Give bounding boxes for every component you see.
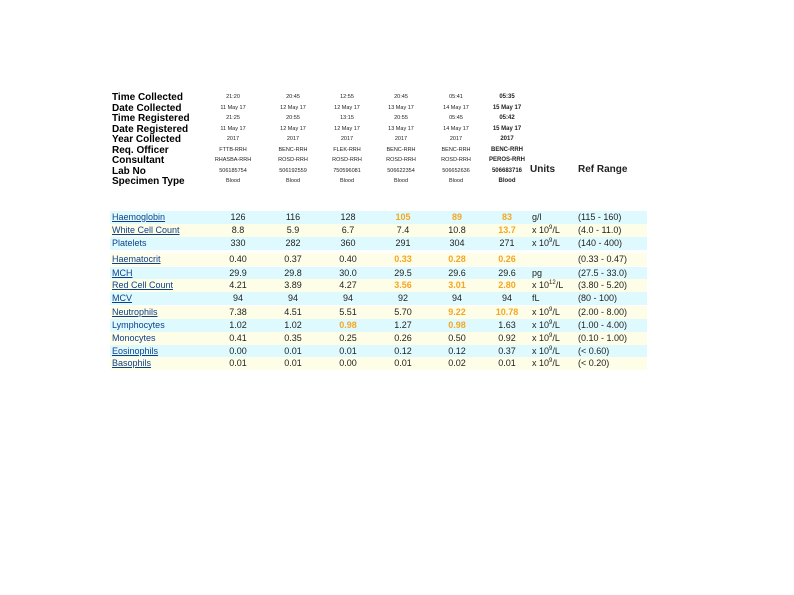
reference-range: (< 0.20)	[578, 358, 610, 368]
unit-suffix: /L	[552, 346, 560, 356]
header-value: 2017	[340, 136, 354, 142]
header-value: 21:25	[226, 115, 240, 121]
result-row	[110, 224, 647, 237]
test-name-link[interactable]: Platelets	[112, 238, 147, 248]
header-label: Year Collected	[112, 134, 181, 145]
result-value: 94	[232, 293, 243, 303]
result-row	[110, 306, 647, 319]
test-name-link[interactable]: White Cell Count	[112, 225, 180, 235]
header-value: ROSD-RRH	[278, 157, 308, 163]
header-value: 506192559	[279, 167, 307, 174]
header-value: 11 May 17	[220, 125, 246, 132]
result-value: 360	[340, 238, 356, 248]
unit-exponent: 12	[549, 280, 556, 286]
result-value: 29.8	[284, 268, 302, 278]
header-value: 506622354	[387, 167, 415, 174]
test-name-link[interactable]: Lymphocytes	[112, 320, 165, 330]
result-value: 0.35	[284, 333, 302, 343]
result-value: 30.0	[339, 268, 357, 278]
result-value: 0.01	[229, 358, 247, 368]
header-value: 506683716	[491, 167, 523, 174]
header-value: Blood	[498, 178, 516, 184]
header-value: BENC-RRH	[491, 146, 523, 153]
header-value: 20:55	[286, 115, 300, 121]
result-row	[110, 279, 647, 292]
header-value: FLEK-RRH	[333, 146, 361, 153]
header-value: 20:45	[394, 94, 408, 100]
header-label: Time Registered	[112, 113, 190, 124]
result-value: 29.9	[229, 268, 247, 278]
result-value: 92	[397, 293, 408, 303]
header-value: 21:20	[226, 94, 240, 100]
header-value: 05:45	[449, 115, 463, 121]
header-value: 12 May 17	[280, 104, 306, 111]
flagged-result-value: 105	[395, 212, 411, 222]
test-name-link[interactable]: Haemoglobin	[112, 212, 166, 222]
result-value: 1.02	[284, 320, 302, 330]
header-value: Blood	[393, 178, 409, 184]
result-value: 271	[499, 238, 515, 248]
unit-base: x 10	[532, 307, 550, 317]
header-value: Blood	[225, 178, 241, 184]
result-value: 0.01	[284, 346, 302, 356]
result-value: 4.27	[339, 280, 357, 290]
header-value: 05:35	[499, 94, 515, 100]
result-value: 0.01	[394, 358, 412, 368]
header-value: Blood	[339, 178, 355, 184]
header-value: 11 May 17	[220, 104, 246, 111]
result-value: 291	[395, 238, 411, 248]
result-value: 1.27	[394, 320, 412, 330]
unit-exponent: 9	[549, 358, 553, 364]
result-value: 1.02	[229, 320, 247, 330]
result-value: 0.01	[284, 358, 302, 368]
flagged-result-value: 89	[451, 212, 462, 222]
header-value: 12 May 17	[280, 125, 306, 132]
result-value: 0.37	[284, 254, 302, 264]
test-name-link[interactable]: Monocytes	[112, 333, 156, 343]
unit	[532, 224, 560, 237]
unit-base: x 10	[532, 320, 550, 330]
header-label: Consultant	[112, 155, 165, 166]
result-value: 0.50	[448, 333, 466, 343]
result-value: 10.8	[448, 225, 466, 235]
header-value: 750596081	[333, 167, 361, 174]
header-value: 506185754	[219, 167, 247, 174]
header-label: Time Collected	[112, 92, 183, 103]
test-name-link[interactable]: Neutrophils	[112, 307, 158, 317]
unit-base: x 10	[532, 280, 550, 290]
header-value: 14 May 17	[443, 125, 469, 132]
result-value: 5.51	[339, 307, 357, 317]
result-value: 29.6	[498, 268, 516, 278]
test-name-link[interactable]: MCH	[112, 268, 133, 278]
unit-base: x 10	[532, 333, 550, 343]
result-value: 0.01	[339, 346, 357, 356]
header-value: 2017	[286, 136, 300, 142]
result-row	[110, 292, 647, 305]
result-value: 0.25	[339, 333, 357, 343]
header-value: 506652636	[442, 167, 470, 174]
reference-range: (< 0.60)	[578, 346, 610, 356]
unit-suffix: /L	[552, 238, 560, 248]
header-value: ROSD-RRH	[386, 157, 416, 163]
unit-base: g/l	[532, 212, 542, 222]
result-value: 0.00	[339, 358, 357, 368]
header-value: 12 May 17	[334, 125, 360, 132]
flagged-result-value: 83	[501, 212, 512, 222]
flagged-result-value: 0.98	[339, 320, 357, 330]
reference-range: (4.0 - 11.0)	[578, 225, 622, 235]
result-row	[110, 319, 647, 332]
unit	[532, 211, 542, 224]
test-name-link[interactable]: Basophils	[112, 358, 152, 368]
result-value: 5.9	[286, 225, 300, 235]
result-value: 5.70	[394, 307, 412, 317]
result-value: 94	[287, 293, 298, 303]
reference-range: (1.00 - 4.00)	[578, 320, 628, 330]
header-value: 05:42	[499, 115, 515, 121]
reference-range: (0.10 - 1.00)	[578, 333, 628, 343]
header-value: 20:55	[394, 115, 408, 121]
flagged-result-value: 13.7	[498, 225, 516, 235]
header-value: 2017	[449, 136, 463, 142]
unit-exponent: 9	[549, 320, 553, 326]
reference-range: (0.33 - 0.47)	[578, 254, 628, 264]
reference-range: (3.80 - 5.20)	[578, 280, 628, 290]
header-value: BENC-RRH	[386, 146, 416, 153]
header-value: BENC-RRH	[441, 146, 471, 153]
result-value: 3.89	[284, 280, 302, 290]
result-value: 94	[451, 293, 462, 303]
flagged-result-value: 3.56	[394, 280, 412, 290]
header-value: FTTB-RRH	[219, 146, 247, 153]
unit	[532, 357, 560, 370]
flagged-result-value: 3.01	[448, 280, 466, 290]
result-value: 0.37	[498, 346, 516, 356]
header-value: 2017	[226, 136, 240, 142]
test-name-link[interactable]: Eosinophils	[112, 346, 159, 356]
unit	[532, 237, 560, 250]
result-value: 0.12	[394, 346, 412, 356]
result-row	[110, 332, 647, 345]
unit-exponent: 9	[549, 346, 553, 352]
header-value: Blood	[285, 178, 301, 184]
result-row	[110, 253, 647, 266]
unit-base: x 10	[532, 225, 550, 235]
unit-base: x 10	[532, 358, 550, 368]
header-value: 13 May 17	[388, 104, 414, 111]
flagged-result-value: 0.28	[448, 254, 466, 264]
header-label: Lab No	[112, 165, 146, 177]
result-value: 0.41	[229, 333, 247, 343]
unit-exponent: 9	[549, 225, 553, 231]
header-value: 15 May 17	[492, 125, 522, 132]
header-value: BENC-RRH	[278, 146, 308, 153]
test-name-link[interactable]: Haematocrit	[112, 254, 161, 264]
units-heading: Units	[530, 164, 555, 175]
result-row	[110, 357, 647, 370]
result-value: 0.02	[448, 358, 466, 368]
unit-suffix: /L	[552, 225, 560, 235]
unit-suffix: /L	[552, 320, 560, 330]
result-value: 282	[285, 238, 301, 248]
header-value: 14 May 17	[443, 104, 469, 111]
header-value: 12:55	[340, 94, 354, 100]
unit-exponent: 9	[549, 333, 553, 339]
unit-suffix: /L	[555, 280, 564, 290]
header-value: 20:45	[286, 94, 300, 100]
result-value: 0.92	[498, 333, 516, 343]
result-value: 0.12	[448, 346, 466, 356]
unit	[532, 292, 540, 305]
flagged-result-value: 0.26	[498, 254, 516, 264]
result-value: 0.40	[229, 254, 247, 264]
unit-base: x 10	[532, 346, 550, 356]
result-value: 0.40	[339, 254, 357, 264]
header-value: RHASBA-RRH	[214, 157, 252, 163]
unit	[532, 279, 563, 292]
header-value: PEROS-RRH	[488, 157, 525, 163]
reference-range: (27.5 - 33.0)	[578, 268, 628, 278]
result-row	[110, 237, 647, 250]
result-value: 29.5	[394, 268, 412, 278]
header-value: 05:41	[449, 94, 463, 100]
result-value: 4.51	[284, 307, 302, 317]
result-value: 94	[501, 293, 512, 303]
header-value: 12 May 17	[334, 104, 360, 111]
result-value: 0.26	[394, 333, 412, 343]
result-row	[110, 211, 647, 224]
reference-range: (80 - 100)	[578, 293, 618, 303]
unit-base: fL	[532, 293, 540, 303]
result-value: 0.00	[229, 346, 247, 356]
result-value: 94	[342, 293, 353, 303]
result-value: 0.01	[498, 358, 516, 368]
reference-range: (140 - 400)	[578, 238, 623, 248]
header-value: Blood	[448, 178, 464, 184]
unit-suffix: /L	[552, 307, 560, 317]
result-value: 304	[449, 238, 465, 248]
test-name-link[interactable]: MCV	[112, 293, 132, 303]
header-label: Specimen Type	[112, 176, 185, 187]
test-name-link[interactable]: Red Cell Count	[112, 280, 174, 290]
header-value: 15 May 17	[492, 104, 522, 111]
reference-range: (2.00 - 8.00)	[578, 307, 628, 317]
flagged-result-value: 10.78	[495, 307, 519, 317]
result-value: 116	[285, 212, 301, 222]
ref-range-heading: Ref Range	[578, 164, 628, 175]
flagged-result-value: 2.80	[498, 280, 516, 290]
result-value: 128	[340, 212, 356, 222]
result-value: 1.63	[498, 320, 516, 330]
unit	[532, 306, 560, 319]
result-value: 4.21	[229, 280, 247, 290]
unit-suffix: /L	[552, 358, 560, 368]
header-value: 13 May 17	[388, 125, 414, 132]
unit-suffix: /L	[552, 333, 560, 343]
flagged-result-value: 0.33	[394, 254, 412, 264]
flagged-result-value: 0.98	[448, 320, 466, 330]
unit-base: pg	[532, 268, 543, 278]
unit-base: x 10	[532, 238, 550, 248]
header-value: 13:15	[340, 115, 354, 121]
unit-exponent: 9	[549, 307, 553, 313]
header-label: Req. Officer	[112, 144, 169, 156]
header-value: 2017	[500, 136, 514, 142]
reference-range: (115 - 160)	[578, 212, 622, 222]
result-value: 7.38	[229, 307, 247, 317]
header-value: ROSD-RRH	[441, 157, 471, 163]
result-value: 29.6	[448, 268, 466, 278]
header-value: 2017	[394, 136, 408, 142]
result-value: 7.4	[396, 225, 410, 235]
result-value: 126	[230, 212, 246, 222]
header-label: Date Registered	[112, 123, 189, 135]
unit	[532, 319, 560, 332]
header-label: Date Collected	[112, 102, 182, 114]
flagged-result-value: 9.22	[448, 307, 466, 317]
header-value: ROSD-RRH	[332, 157, 362, 163]
unit	[532, 332, 560, 345]
result-value: 330	[230, 238, 246, 248]
result-value: 6.7	[341, 225, 355, 235]
result-value: 8.8	[231, 225, 245, 235]
unit-exponent: 9	[549, 238, 553, 244]
